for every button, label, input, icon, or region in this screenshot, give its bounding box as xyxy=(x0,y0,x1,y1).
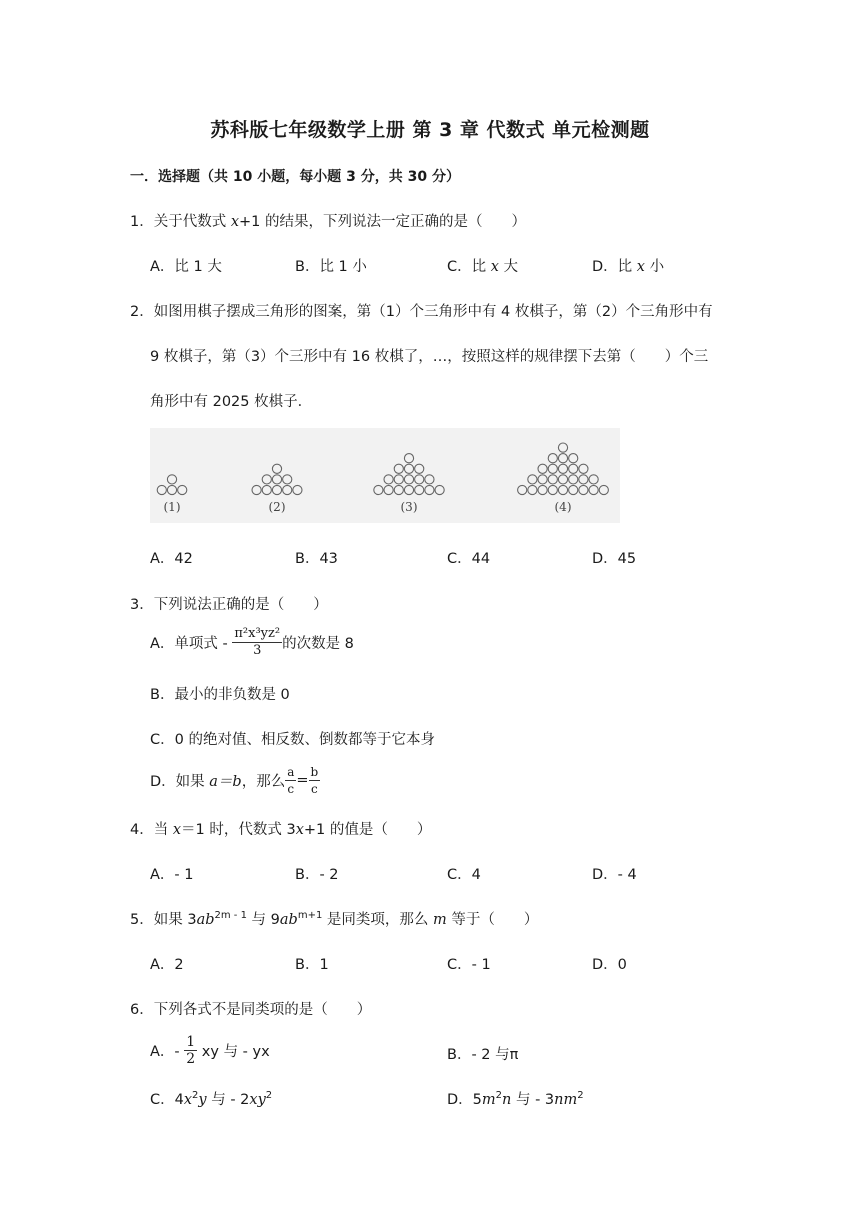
chess-piece xyxy=(404,485,413,494)
question-1-stem: 1．关于代数式 x+1 的结果，下列说法一定正确的是（ ） xyxy=(130,214,527,230)
question-2-line-1: 2．如图用棋子摆成三角形的图案，第（1）个三角形中有 4 枚棋子，第（2）个三角形中有 xyxy=(130,304,713,320)
section-heading: 一．选择题（共 10 小题，每小题 3 分，共 30 分） xyxy=(130,169,460,185)
chess-piece xyxy=(569,464,578,473)
chess-piece xyxy=(272,485,281,494)
q4-option-c: C．4 xyxy=(447,867,481,883)
chess-piece xyxy=(425,485,434,494)
q3-option-a: A．单项式 - $\frac{\text{π²x³yz²}}{3}$ 的次数是 8 xyxy=(150,626,354,658)
chess-piece xyxy=(528,485,537,494)
q1-option-c: C．比 x 大 xyxy=(447,259,519,275)
chess-piece xyxy=(569,454,578,463)
chess-piece xyxy=(178,485,187,494)
chess-piece xyxy=(272,475,281,484)
question-2-line-2: 9 枚棋子，第（3）个三形中有 16 枚棋了，…，按照这样的规律摆下去第（ ）个三 xyxy=(150,349,709,365)
q6-option-a: A．- $\frac{1}{2}$ xy 与 - yx xyxy=(150,1034,270,1067)
chess-piece xyxy=(374,485,383,494)
chess-piece xyxy=(262,475,271,484)
chess-triangle-figure xyxy=(150,428,620,523)
chess-piece xyxy=(293,485,302,494)
question-4-stem: 4．当 x＝1 时，代数式 3x+1 的值是（ ） xyxy=(130,822,432,838)
q1-option-a: A．比 1 大 xyxy=(150,259,222,275)
chess-piece xyxy=(262,485,271,494)
figure-label: (1) xyxy=(163,500,181,514)
q2-option-b: B．43 xyxy=(295,551,338,567)
q3-option-c: C．0 的绝对值、相反数、倒数都等于它本身 xyxy=(150,732,435,748)
chess-piece xyxy=(404,475,413,484)
chess-piece xyxy=(538,464,547,473)
page-title: 苏科版七年级数学上册 第 3 章 代数式 单元检测题 xyxy=(210,119,650,141)
figure-label: (3) xyxy=(400,500,418,514)
chess-piece xyxy=(415,464,424,473)
chess-piece xyxy=(548,464,557,473)
chess-piece xyxy=(548,475,557,484)
chess-piece xyxy=(528,475,537,484)
chess-piece xyxy=(538,485,547,494)
chess-piece xyxy=(538,475,547,484)
chess-piece xyxy=(384,485,393,494)
chess-piece xyxy=(394,475,403,484)
chess-piece xyxy=(425,475,434,484)
question-6-stem: 6．下列各式不是同类项的是（ ） xyxy=(130,1002,372,1018)
chess-piece xyxy=(558,454,567,463)
chess-piece xyxy=(579,485,588,494)
chess-piece xyxy=(518,485,527,494)
q5-option-b: B．1 xyxy=(295,957,329,973)
q3-option-b: B．最小的非负数是 0 xyxy=(150,687,290,703)
chess-piece xyxy=(569,485,578,494)
chess-piece xyxy=(548,485,557,494)
question-2-line-3: 角形中有 2025 枚棋子． xyxy=(150,394,313,410)
chess-piece xyxy=(157,485,166,494)
chess-piece xyxy=(394,485,403,494)
q5-option-a: A．2 xyxy=(150,957,184,973)
q3-option-d: D．如果 a＝b，那么 $\frac{a}{c}$ = $\frac{b}{c}$ xyxy=(150,765,319,796)
chess-piece xyxy=(558,485,567,494)
chess-piece xyxy=(558,443,567,452)
chess-piece xyxy=(384,475,393,484)
chess-piece xyxy=(579,464,588,473)
q4-option-b: B．- 2 xyxy=(295,867,339,883)
chess-piece xyxy=(283,475,292,484)
chess-piece xyxy=(167,475,176,484)
triangle-patterns xyxy=(150,428,620,523)
chess-piece xyxy=(167,485,176,494)
chess-piece xyxy=(252,485,261,494)
figure-label: (2) xyxy=(268,500,286,514)
chess-piece xyxy=(589,475,598,484)
chess-piece xyxy=(579,475,588,484)
q2-option-a: A．42 xyxy=(150,551,193,567)
chess-piece xyxy=(404,464,413,473)
q6-option-d: D．$5m^2n$ 与 - $3nm^2$ xyxy=(447,1090,584,1108)
q1-option-b: B．比 1 小 xyxy=(295,259,367,275)
q2-option-c: C．44 xyxy=(447,551,491,567)
chess-piece xyxy=(415,485,424,494)
q6-option-c: C．$4x^2y$ 与 - $2xy^2$ xyxy=(150,1090,273,1108)
chess-piece xyxy=(569,475,578,484)
chess-piece xyxy=(435,485,444,494)
chess-piece xyxy=(558,464,567,473)
chess-piece xyxy=(394,464,403,473)
chess-piece xyxy=(415,475,424,484)
question-5-stem: 5．如果 $3ab^{2m - 1}$ 与 $9ab^{m+1}$ 是同类项，那么 m 等于（ ） xyxy=(130,910,539,928)
chess-piece xyxy=(599,485,608,494)
q1-option-d: D．比 x 小 xyxy=(592,259,665,275)
q4-option-d: D．- 4 xyxy=(592,867,637,883)
chess-piece xyxy=(283,485,292,494)
q5-option-c: C．- 1 xyxy=(447,957,491,973)
chess-piece xyxy=(589,485,598,494)
q4-option-a: A．- 1 xyxy=(150,867,194,883)
question-3-stem: 3．下列说法正确的是（ ） xyxy=(130,597,328,613)
chess-piece xyxy=(558,475,567,484)
chess-piece xyxy=(404,454,413,463)
q2-option-d: D．45 xyxy=(592,551,637,567)
figure-label: (4) xyxy=(554,500,572,514)
q5-option-d: D．0 xyxy=(592,957,627,973)
q6-option-b: B．- 2 与π xyxy=(447,1047,519,1063)
chess-piece xyxy=(272,464,281,473)
chess-piece xyxy=(548,454,557,463)
